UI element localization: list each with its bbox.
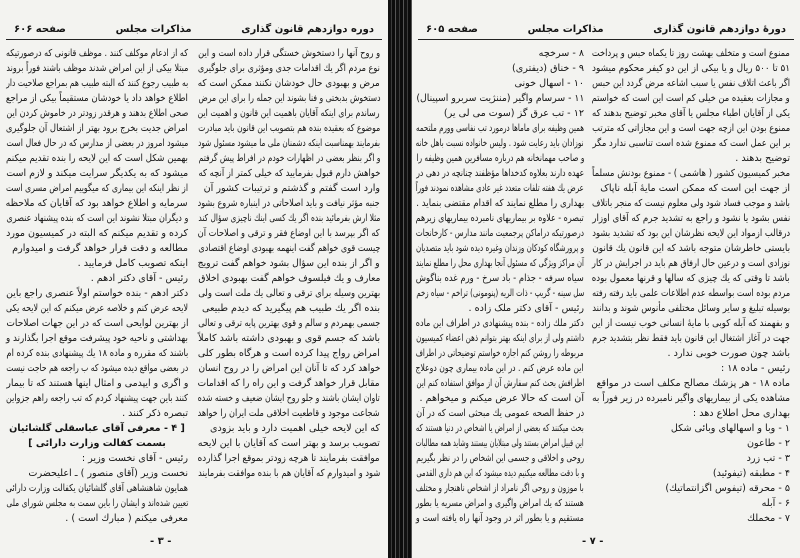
text-line — [416, 376, 584, 391]
text-line-content: ممنوع بودن این ازچه جهت است و این مجازاتی که مترتب — [591, 123, 790, 134]
right-column — [592, 46, 790, 526]
text-line-content: و بفهمند که آبله کوبی با مایهٔ انسانی خوب نیست از این — [591, 318, 790, 329]
text-line-content: بهمین شکل است که این لایحه را بنده تقدیم میکنم — [6, 153, 188, 164]
text-line — [592, 376, 790, 391]
text-line-content: بر این عمل است که ممنوع شده است تناسبی ندارد مگر — [592, 138, 790, 149]
text-line-content: معارف و یك فیلسوف خواهم گفت بهبودی اخلاق — [197, 273, 380, 284]
text-line — [592, 451, 790, 466]
text-line — [198, 376, 380, 391]
text-line-content: رئیس - آقای دکتر ملک زاده . — [468, 303, 584, 314]
text-line — [6, 361, 188, 376]
text-line-content: خواهد کرد که تا آنان این امراض را در روح انسان — [198, 363, 380, 374]
text-line-content: ۱۰ - اسهال خونی — [514, 78, 584, 89]
text-line-content: این قبیل امراض بستند ولی مبتلایان بیستند وشاید همه مطالبات — [415, 438, 584, 449]
text-line — [198, 61, 380, 76]
text-line — [6, 46, 188, 61]
text-line — [416, 406, 584, 421]
text-line — [592, 361, 790, 376]
text-line-content: مستقیم و یا بطور اثر در وجود آنها راه یافته است و — [415, 513, 584, 524]
page-number-footer: - ۳ - — [150, 536, 172, 547]
header-title: مذاکرات مجلس — [115, 24, 192, 35]
text-line-content: تعیین شده‌اند و ایشان را باین سمت به مجلس شورای ملی — [6, 498, 188, 509]
text-line-content: تبصره ذکر کنند . — [122, 408, 188, 419]
text-line — [416, 241, 584, 256]
text-line — [198, 331, 380, 346]
text-line — [198, 301, 380, 316]
text-line-content: صحی اطلاع بدهند و هرقدر زودتر در خاموش کردن این — [6, 108, 188, 119]
text-line-content: ۱ - وبا و اسهالهای وبائی شکل — [670, 423, 790, 434]
text-line — [416, 271, 584, 286]
text-line — [198, 226, 380, 241]
text-line — [416, 286, 584, 301]
text-line-content: و اگر بنظر بعضی در اظهارات خودم در افراط پیش گرفتم — [198, 153, 380, 164]
text-line-content: سرمایه و اطلاع خواهد بود که آقایان که ملاحظه — [6, 198, 188, 209]
left-column — [6, 46, 188, 526]
text-line — [416, 481, 584, 496]
text-line-content: نوزادی است و درعین حال ارفاق هم باید در اجرایش در کار — [591, 258, 790, 269]
text-line — [592, 121, 790, 136]
text-line — [592, 316, 790, 331]
text-line-content: جنبه مؤثر نیافت و باید اصلاحاتی در اینباره شروع بشود — [198, 198, 380, 209]
text-line-content: اطرافش بحث کنم سفارش آن از موافق استفاده کنم این — [416, 378, 584, 389]
text-line — [198, 316, 380, 331]
text-line-content: لایحه عرض کنم و خلاصه عرض میکنم که این لایحه یکی — [5, 303, 188, 314]
text-line-content: دکتر ملك زاده - بنده پیشنهادی در اطراف این ماده — [415, 318, 584, 329]
text-line — [416, 106, 584, 121]
text-line-content: یکی از آقایان اطباء مجلس یا آقای مخبر توضیح بدهند که — [591, 108, 790, 119]
text-line — [592, 226, 790, 241]
text-line — [416, 61, 584, 76]
text-line-content: تبصره - علاوه بر بیماریهای نامبرده بیماریهای زیرهم — [415, 213, 584, 224]
text-line-content: و مجازات بعقیده من خیلی کم است این است که خواستم — [591, 93, 790, 104]
text-line-content: و صاحب مهمانخانه هم درباره مسافرین همین وظیفه را — [416, 153, 584, 164]
text-line — [198, 91, 380, 106]
text-line-content: نوع مردم اگر یك اقدامات جدی ومؤثری برای جلوگیری — [198, 63, 380, 74]
text-line-content: بهداری محل اطلاع دهد : — [692, 408, 790, 419]
text-line — [198, 106, 380, 121]
text-line-content: ۸ - سرخچه — [538, 48, 584, 59]
text-line-content: مقابل قرار خواهد گرفت و این راه را که اقدامات — [197, 378, 380, 389]
text-line — [6, 316, 188, 331]
text-line — [592, 196, 790, 211]
text-line — [592, 496, 790, 511]
text-line — [416, 316, 584, 331]
text-line-content: مردم بوده است بواسطه عدم اطلاعات علمی باید رفته رفته — [591, 288, 790, 299]
text-line-content: سل سینه - گریپ - ذات الریه (پنومونی) تراخم - سیاه زخم — [415, 288, 584, 299]
text-line-content: بنده اگر یك طبیب هم پیگیرید که دیدم طبیعی — [201, 303, 380, 314]
text-line-content: مرض و بهبودی حال خودشان نکنند ممکن است که — [197, 78, 380, 89]
text-line — [416, 421, 584, 436]
text-line — [6, 496, 188, 511]
text-line — [6, 451, 188, 466]
text-line — [592, 511, 790, 526]
text-line — [6, 331, 188, 346]
text-line-content: و اگر از بنده این سؤال بشود خواهم گفت ترویج — [198, 258, 380, 269]
text-line — [416, 46, 584, 61]
text-line-content: اطلاع خواهد داد یا خودشان مستقیماً بیکی از مراجع — [6, 93, 188, 104]
text-line-content: بفرمایند بهمناسبت اینکه دشمنان ملی ما میشود مسئول شود — [198, 138, 380, 149]
text-line-content: باشد که جسم قوی و بهبودی داشته باشد کاملاً — [198, 333, 380, 344]
text-line-content: سیاه سرفه - جذام - باد سرخ - ورم غده بناگوش — [415, 273, 584, 284]
text-line — [416, 211, 584, 226]
text-line — [416, 91, 584, 106]
text-line — [416, 121, 584, 136]
text-line — [6, 481, 188, 496]
text-line-content: آن مراکز ویژگی که مسئول آنجا بهداری محل را مطلع نمایند — [416, 258, 584, 269]
text-line — [6, 106, 188, 121]
text-line — [198, 451, 380, 466]
text-line-content: مبتلا بیکی از این امراض شدند موظف باشند فوراً بروند — [6, 63, 188, 74]
text-line-content: موضوع که بعقیده بنده هم بتصویب این قانون باید مبادرت — [197, 123, 380, 134]
text-line — [592, 481, 790, 496]
text-line-content: همایون شاهنشاهی آقای گلشائیان یکفالت وزارت دارائی — [5, 483, 188, 494]
text-line-content: عرض یك هفته تلفات متعدد غیر عادی مشاهده نمودند فوراً — [416, 183, 584, 194]
text-line-content: ۳ - تب زرد — [746, 453, 790, 464]
text-line — [416, 181, 584, 196]
text-line — [592, 61, 790, 76]
text-line-content: که این لایحه خیلی اهمیت دارد و باید بزودی — [210, 423, 380, 434]
text-line — [416, 166, 584, 181]
text-line-content: درقالب ازمواد این لایحه نظرشان این بود که تشدید بشود — [592, 228, 790, 239]
text-line-content: شود و امیدوارم که آقایان هم با بنده موافقت بفرمایند — [197, 468, 380, 479]
text-line — [416, 151, 584, 166]
text-line-content: همین وظیفه برای ماماها درمورد تب نفاسی وورم ملتحمه — [416, 123, 584, 134]
header-title: مذاکرات مجلس — [527, 24, 604, 35]
text-line — [592, 241, 790, 256]
text-line — [6, 466, 188, 481]
header-page-number: صفحه ۶۰۶ — [14, 24, 66, 35]
header-section: دوره دوازدهم قانون گذاری — [241, 24, 374, 35]
text-line — [198, 121, 380, 136]
text-line — [592, 136, 790, 151]
text-line-content: دکتر ادهم - بنده خواستم اولاً عنصری راجع باین — [5, 288, 188, 299]
text-line — [198, 241, 380, 256]
text-line-content: ۵۱ تا ۵۰۰ ریال و یا بیکی از این دو کیفر محکوم میشود — [591, 63, 790, 74]
text-line-content: بهترین وسیله برای ترقی و تعالی یك ملت است ولی — [197, 288, 380, 299]
text-line-content: نخست وزیر (آقای منصور ) ـ اعلیحضرت — [28, 468, 188, 479]
text-line-content: مخبر کمیسیون کشور ( هاشمی ) - ممنوع بودنش مسلماً — [591, 168, 790, 179]
text-line — [416, 436, 584, 451]
text-line-content: تاوان ایشان باشند و جلو روح ایشان ضعیف و خسته شده — [197, 393, 380, 404]
text-line — [6, 436, 188, 451]
text-line — [198, 211, 380, 226]
text-line — [592, 406, 790, 421]
text-line — [198, 76, 380, 91]
text-line — [416, 136, 584, 151]
text-line — [198, 406, 380, 421]
text-line — [6, 181, 188, 196]
text-line — [416, 361, 584, 376]
text-line — [198, 361, 380, 376]
text-line — [6, 211, 188, 226]
text-line-content: مربوطه را روشن کنم اجازه خواستم توضیحاتی در اطراف — [415, 348, 584, 359]
text-line-content: باشد و موجب فساد شود ولی معلوم نیست که منجر باتلاف — [591, 198, 790, 209]
text-line-content: مشاهده یکی از بیماریهای واگیر نامبرده در زیر فوراً به — [592, 393, 790, 404]
text-line-content: جسمی بهمردم و سالم و قوی بهترین پایه ترقی و تعالی — [197, 318, 380, 329]
text-line — [592, 106, 790, 121]
text-line — [198, 166, 380, 181]
text-line-content: درصورتیکه دراماکن پرجمعیت مانند مدارس - کارخانجات — [415, 228, 584, 239]
text-line-content: و اگری و ایپدمی و امثال اینها هستند که تا بیمار — [5, 378, 188, 389]
text-line — [6, 301, 188, 316]
page-number-footer: - ۷ - — [582, 536, 604, 547]
text-line — [6, 421, 188, 436]
text-line-content: جهت در آغاز اشتغال این قانون باید فقط نظر بتشدید جرم — [592, 333, 790, 344]
text-line-content: و روح آنها را دستخوش خستگی قرار داده است و این — [198, 48, 380, 59]
text-line — [592, 466, 790, 481]
text-line — [6, 406, 188, 421]
text-line-content: عهده دارند بعلاوه کدخداها مؤظفند چنانچه در دهی در — [416, 168, 584, 179]
text-line — [6, 196, 188, 211]
text-line-content: رساندم برای اینکه آقایان باهمیت این قانون و اهمیت این — [197, 108, 380, 119]
text-line — [6, 241, 188, 256]
text-line-content: اگر باعث اتلاف نفس یا سبب اشاعه مرض گردد این حبس — [592, 78, 790, 89]
text-line — [198, 346, 380, 361]
text-line — [592, 391, 790, 406]
text-line — [6, 376, 188, 391]
text-line-content: کرده و تقدیم میکنم که البته در کمیسیون مورد — [6, 228, 188, 239]
text-line-content: ۱۱ - سرسام واگیر (مننژیت سربرو اسپینال) — [415, 93, 584, 104]
text-line-content: ممنوع است و متخلف بهشت روز تا یکماه حبس و پرداخت — [592, 48, 790, 59]
text-line-content: رئیس - ماده ۱۸ : — [720, 363, 790, 374]
text-line — [416, 331, 584, 346]
text-line — [6, 256, 188, 271]
text-line — [6, 271, 188, 286]
text-line-content: امراض جدیت بخرج برود بهتر از اشتعال آن جلوگیری — [6, 123, 188, 134]
text-line — [592, 91, 790, 106]
text-line — [416, 496, 584, 511]
text-line-content: موافقت بفرمایند تا هرچه زودتر بموقع اجرا گذارده — [198, 453, 380, 464]
text-line-content: نوزادان باید رعایت شود . ولیس خانواده نسبت باهل خانه — [415, 138, 584, 149]
text-line-content: چیست قوی خواهم گفت اینهمه بهبودی اوضاع اقتصادی — [198, 243, 380, 254]
text-line — [592, 181, 790, 196]
text-line-content: باشد چون صورت خوبی ندارد . — [667, 348, 790, 359]
text-line — [6, 391, 188, 406]
text-line-content: نفس بشود یا نشود و راجع به تشدید جرم که آقای اوزار — [591, 213, 790, 224]
text-line — [592, 346, 790, 361]
text-line — [198, 151, 380, 166]
text-line-content: کنند باین جهت پیشنهاد کردم که تب راجعه راهم جزواین — [6, 393, 188, 404]
text-line-content: ۷ - مخملك — [747, 513, 790, 524]
text-line — [198, 391, 380, 406]
left-page — [0, 0, 388, 558]
text-line — [6, 61, 188, 76]
text-line — [198, 136, 380, 151]
text-line — [592, 166, 790, 181]
text-line — [6, 151, 188, 166]
text-line-content: به طبیب رجوع کنند که البته طبیب هم بمراجع صلاحیت دار — [6, 78, 188, 89]
text-line — [416, 301, 584, 316]
text-line-content: میشود امروز در بعضی از مدارس که در حال فعال است — [6, 138, 188, 149]
text-line — [592, 421, 790, 436]
text-line-content: که اگر بپرسد با این اوضاع فقر و ترقی و اصلاحات آن — [197, 228, 380, 239]
text-line-content: امراض رواج پیدا کرده است و هرگاه بطور کلی — [198, 348, 380, 359]
text-line-content: بهداشتی و ناحیه خود پیشرفت موقع اجرا بگذارند و — [6, 333, 188, 344]
text-line — [6, 91, 188, 106]
text-line — [6, 511, 188, 526]
text-line-content: میشود که به یکدیگر سرایت میکند و لازم است — [6, 168, 188, 179]
text-line — [416, 346, 584, 361]
text-line — [416, 391, 584, 406]
text-line-content: [ ۴ - معرفی آقای عباسقلی گلشائیان — [9, 423, 185, 434]
text-line-content: بایستی خاطرشان متوجه باشد که این قانون یك قانون — [592, 243, 790, 254]
text-line-content: باشند که مقرره و ماده ۱۸ یك پیشنهادی بنده کرده ام — [6, 348, 188, 359]
text-line — [592, 271, 790, 286]
text-line — [592, 301, 790, 316]
text-line-content: تصویب برسد و بهتر است که آقایان با این لایحه — [198, 438, 380, 449]
text-line-content: در حفظ الصحه عمومی یك مبحثی است که در آن — [415, 408, 584, 419]
text-line — [6, 136, 188, 151]
text-line-content: بسمت کفالت وزارت دارائی ] — [28, 438, 166, 449]
text-line-content: ۹ - خناق (دیفتری) — [512, 63, 584, 74]
text-line-content: باشد تا وقتی که یك چیزی که سالها و قرنها معمول بوده — [592, 273, 790, 284]
text-line — [416, 466, 584, 481]
text-line-content: از نظر اینکه این بیماری که میگوییم امراض مسری است — [5, 183, 188, 194]
text-line-content: این ماده عرض کنم . در این ماده بیماری چون دوعلاج — [415, 363, 584, 374]
text-line — [592, 151, 790, 166]
text-line-content: ۶ - آبله — [761, 498, 790, 509]
text-line-content: دستخوش بدبختی و فنا بشوند این جمله را برای این مرض — [198, 93, 380, 104]
text-line-content: بهداری را مطلع نمایند که اقدام مقتضی بنماید . — [415, 198, 584, 209]
text-line — [416, 226, 584, 241]
text-line-content: ماده ۱۸ - هر پزشك مصالح مکلف است در مواقع — [596, 378, 790, 389]
text-line — [6, 166, 188, 181]
text-line-content: بوسیله تبلیغ و سایر وسائل مختلفی مأنوس شوند و بدانند — [592, 303, 790, 314]
text-line — [592, 436, 790, 451]
text-line-content: هستند که یك امراض واگیری و امراض مسریه یا بطور — [416, 498, 584, 509]
left-column — [416, 46, 584, 526]
text-line-content: و با دقت مطالعه میکنیم دیده میشود که این هم داری القدمی — [415, 468, 584, 479]
text-line-content: مثلا ارش بفرمائید بنده اگر یك کسی اینك ناچیزی سؤال کند — [197, 213, 380, 224]
text-line-content: ۵ - محرقه (تیفوس اگزانتماتیك) — [665, 483, 790, 494]
header-section: دورهٔ دوازدهم قانون گذاری — [653, 24, 786, 35]
text-line — [416, 196, 584, 211]
text-line — [6, 226, 188, 241]
text-line — [6, 286, 188, 301]
page-header — [418, 20, 794, 40]
text-line-content: ۱۲ - تب عرق گز (سوت می لی یر) — [443, 108, 584, 119]
text-line-content: داشتم ولی از برای اینکه بهتر بتوانم ذهن اعضاء کمیسیون — [415, 333, 584, 344]
text-line — [198, 46, 380, 61]
text-line — [198, 271, 380, 286]
text-line-content: ۲ - طاعون — [746, 438, 790, 449]
page-header — [6, 20, 382, 40]
right-page — [412, 0, 800, 558]
text-line-content: در بعضی مواقع دیده میشود که ب راجعه هم حاجت نیست — [5, 363, 188, 374]
text-line — [592, 211, 790, 226]
text-line-content: از بهترین لوایحی است که در این جهات اصلاحات — [5, 318, 188, 329]
text-line — [6, 121, 188, 136]
text-line-content: خواهش دارم قبول بفرمایید که خیلی کمتر از آنچه که — [198, 168, 380, 179]
text-line — [592, 286, 790, 301]
text-line — [416, 76, 584, 91]
text-line-content: از جهت این است که ممکن است مایهٔ آبله ناپاک — [600, 183, 790, 194]
text-line — [416, 256, 584, 271]
header-page-number: صفحه ۶۰۵ — [426, 24, 478, 35]
text-line — [416, 451, 584, 466]
text-line — [592, 331, 790, 346]
text-line — [6, 76, 188, 91]
text-line — [416, 511, 584, 526]
text-line-content: آن است که حالا عرض میکنم و میخواهم . — [419, 393, 584, 404]
text-line-content: توضیح بدهند . — [735, 153, 790, 164]
text-line — [592, 256, 790, 271]
text-line-content: اینکه تصویب کامل فرمایید . — [77, 258, 188, 269]
text-line-content: معرفی میکنم ( مبارك است ) . — [65, 513, 188, 524]
text-line-content: روحی و اخلاقی و جسمی این اشخاص را در نظر بگیریم — [416, 453, 584, 464]
text-line-content: رئیس - آقای نخست وزیر : — [81, 453, 188, 464]
text-line-content: و پرورشگاه کودکان وزندان وغیره دیده شود باید متصدیان — [415, 243, 584, 254]
text-line-content: مطالعه و دقت قرار خواهد گرفت و امیدوارم — [12, 243, 188, 254]
text-line-content: وارد است گفتم و گذشتم و ترتیبات کشور آن — [203, 183, 380, 194]
text-line — [592, 46, 790, 61]
text-line-content: شجاعت موجود و قاطعیت اخلاقی ملت ایران را خواهد — [198, 408, 380, 419]
text-line-content: رئیس - آقای دکتر ادهم . — [90, 273, 188, 284]
text-line-content: با موزون و روحی اگر نامراد از اشخاص ناهنجار و مختلف — [415, 483, 584, 494]
text-line — [6, 346, 188, 361]
text-line-content: ۴ - مطبقه (تیفوئید) — [712, 468, 790, 479]
text-line — [592, 76, 790, 91]
text-line-content: بحث میکنند که بعضی از امراض یا اشخاص در دنیا هستند که — [416, 423, 584, 434]
text-line-content: که از ادعام موکلف کنند . موظف قانونی که درصورتیکه — [5, 48, 188, 59]
text-line — [198, 196, 380, 211]
text-line-content: و دیگران مبتلا نشوند این است که بنده پیشنهاد عنصری — [6, 213, 188, 224]
